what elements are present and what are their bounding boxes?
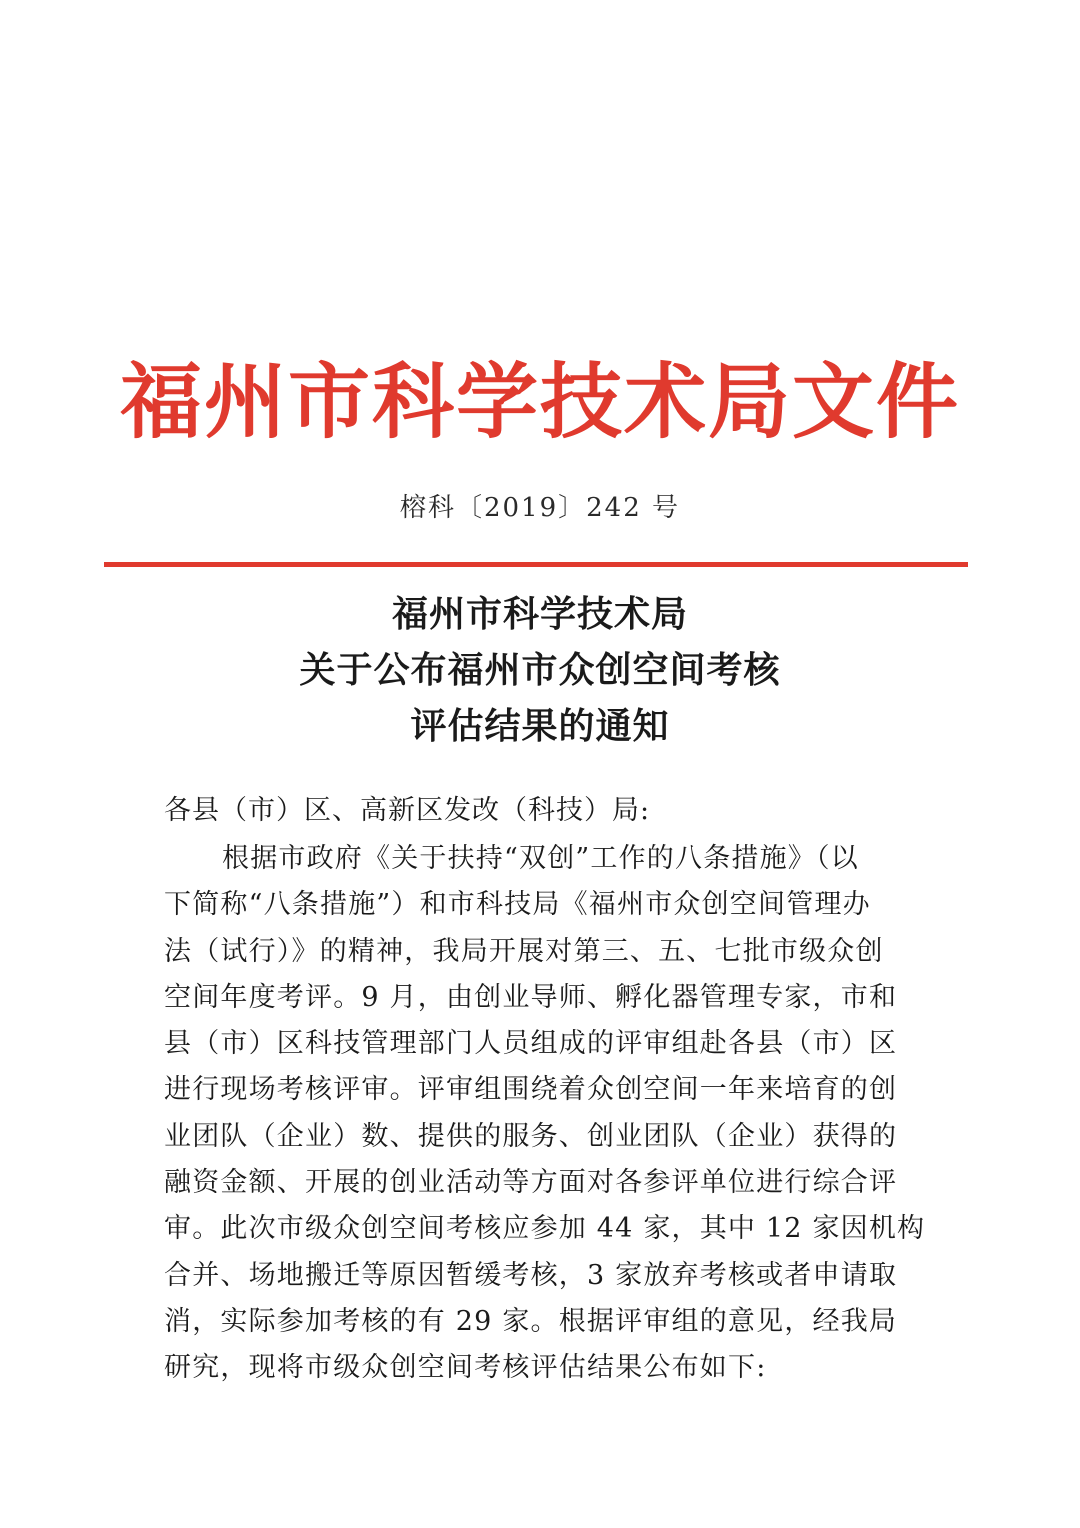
body-line: 合并、场地搬迁等原因暂缓考核，3 家放弃考核或者申请取 — [164, 1259, 898, 1291]
body-line: 研究，现将市级众创空间考核评估结果公布如下: — [164, 1352, 767, 1384]
masthead-title: 福州市科学技术局文件 — [119, 354, 960, 450]
document-number: 榕科〔2019〕242 号 — [399, 493, 681, 523]
red-divider-line — [104, 562, 968, 567]
body-line: 消，实际参加考核的有 29 家。根据评审组的意见，经我局 — [164, 1305, 898, 1337]
notice-title-line-3: 评估结果的通知 — [410, 705, 670, 747]
notice-title-line-2: 关于公布福州市众创空间考核 — [299, 649, 781, 691]
body-line: 进行现场考核评审。评审组围绕着众创空间一年来培育的创 — [164, 1074, 898, 1106]
body-line: 空间年度考评。9 月，由创业导师、孵化器管理专家，市和 — [164, 981, 898, 1013]
body-paragraph — [164, 836, 926, 1392]
notice-title — [0, 586, 1080, 754]
body-line: 法（试行）》的精神，我局开展对第三、五、七批市级众创 — [164, 935, 884, 967]
body-line: 下简称“八条措施”）和市科技局《福州市众创空间管理办 — [164, 889, 871, 921]
body-line: 根据市政府《关于扶持“双创”工作的八条措施》（以 — [222, 843, 859, 874]
notice-title-line-1: 福州市科学技术局 — [391, 593, 688, 635]
salutation: 各县（市）区、高新区发改（科技）局: — [164, 795, 651, 826]
body-line: 县（市）区科技管理部门人员组成的评审组赴各县（市）区 — [164, 1028, 898, 1060]
body-line: 审。此次市级众创空间考核应参加 44 家，其中 12 家因机构 — [164, 1213, 926, 1245]
body-line: 业团队（企业）数、提供的服务、创业团队（企业）获得的 — [164, 1120, 898, 1152]
body-line: 融资金额、开展的创业活动等方面对各参评单位进行综合评 — [164, 1167, 898, 1199]
